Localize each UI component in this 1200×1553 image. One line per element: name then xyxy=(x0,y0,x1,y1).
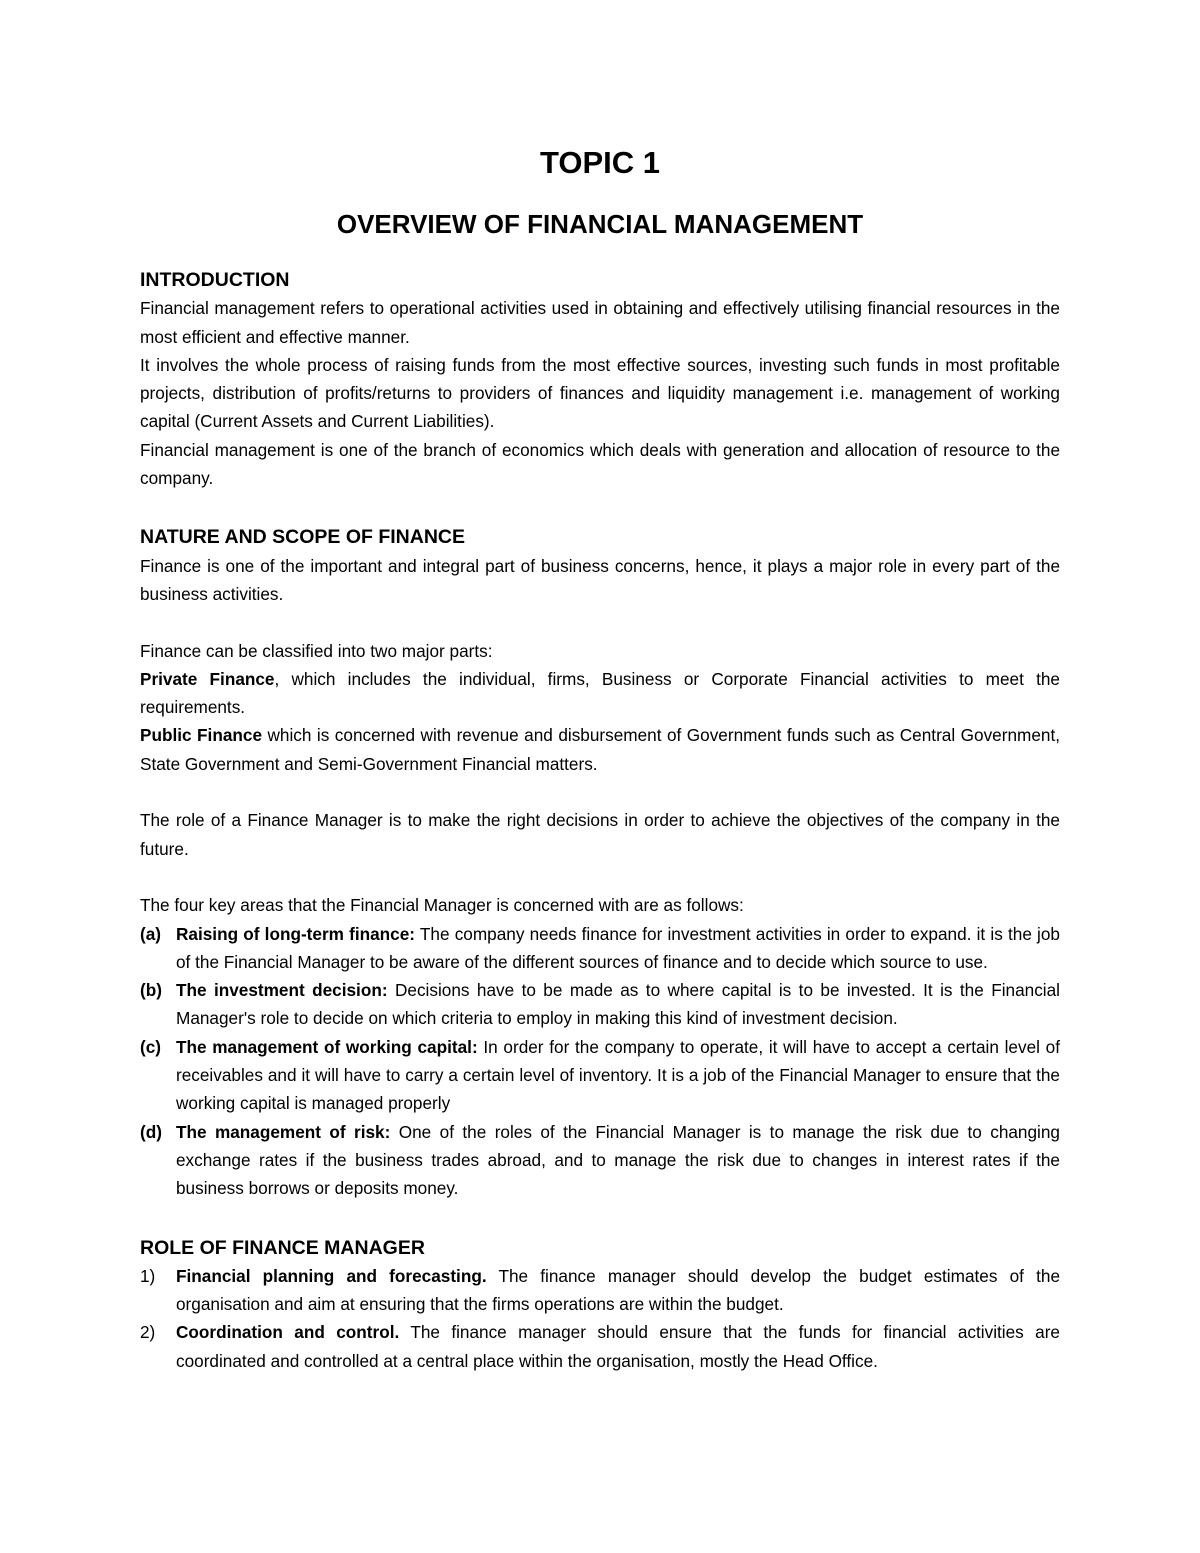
list-item xyxy=(140,976,1060,1033)
list-item-text: One of the roles of the Financial Manager is to manage the risk due to changing exchange rates if the business trades abroad, and to manage the risk due to changes in interest rates if the business borrows or deposits money. xyxy=(176,1121,1060,1199)
public-finance-text: which is concerned with revenue and disbursement of Government funds such as Central Government, State Government and Semi-Government Financial matters. xyxy=(140,725,1060,774)
finance-manager-role-text: The role of a Finance Manager is to make the right decisions in order to achieve the objectives of the company in the future. xyxy=(140,810,1060,859)
list-item xyxy=(140,1118,1060,1203)
nature-scope-section xyxy=(140,523,1060,1202)
list-item xyxy=(140,1033,1060,1118)
public-finance-paragraph xyxy=(140,721,1060,778)
list-item-text: Decisions have to be made as to where capital is to be invested. It is the Financial Manager's role to decide on which criteria to employ in making this kind of investment decision. xyxy=(176,980,1060,1029)
private-finance-paragraph xyxy=(140,665,1060,722)
private-finance-term: Private Finance xyxy=(140,668,275,689)
role-list xyxy=(140,1262,1060,1375)
public-finance-term: Public Finance xyxy=(140,725,262,746)
list-marker: (a) xyxy=(140,923,162,944)
list-item-text: The company needs finance for investment activities in order to expand. it is the job of the Financial Manager to be aware of the different sources of finance and to decide which source to use. xyxy=(176,923,1060,972)
list-item xyxy=(140,1318,1060,1375)
list-marker: 2) xyxy=(140,1322,156,1343)
document-title: OVERVIEW OF FINANCIAL MANAGEMENT xyxy=(336,209,864,239)
list-item-term: The management of risk: xyxy=(176,1121,391,1142)
key-areas-list xyxy=(140,920,1060,1203)
list-item xyxy=(140,920,1060,977)
classification-intro: Finance can be classified into two major parts: xyxy=(140,640,493,661)
document-body xyxy=(140,266,1060,1375)
list-item-term: The investment decision: xyxy=(176,980,388,1001)
list-item xyxy=(140,1262,1060,1319)
list-marker: (c) xyxy=(140,1036,162,1057)
introduction-heading: INTRODUCTION xyxy=(140,269,290,291)
list-item-text: The finance manager should ensure that the funds for financial activities are coordinated and controlled at a central place within the organisation, mostly the Head Office. xyxy=(176,1322,1060,1371)
introduction-paragraph: It involves the whole process of raising funds from the most effective sources, investing such funds in most profitable projects, distribution of profits/returns to providers of finances and liquidity management i.e. management of working capital (Current Assets and Current Liabilities). xyxy=(140,354,1060,432)
key-areas-intro: The four key areas that the Financial Manager is concerned with are as follows: xyxy=(140,895,744,916)
introduction-paragraph: Financial management is one of the branch of economics which deals with generation and allocation of resource to the company. xyxy=(140,439,1060,489)
list-item-term: The management of working capital: xyxy=(176,1036,478,1057)
nature-scope-heading: NATURE AND SCOPE OF FINANCE xyxy=(140,526,466,549)
list-marker: (b) xyxy=(140,980,162,1001)
list-item-text: The finance manager should develop the budget estimates of the organisation and aim at ensuring that the firms operations are within the budget. xyxy=(176,1265,1060,1315)
list-item-text: In order for the company to operate, it will have to accept a certain level of receivables and it will have to carry a certain level of inventory. It is a job of the Financial Manager to ensure that the working capital is managed properly xyxy=(176,1036,1060,1114)
introduction-section xyxy=(140,266,1060,492)
list-item-term: Coordination and control. xyxy=(176,1322,400,1343)
introduction-paragraph: Financial management refers to operational activities used in obtaining and effectively utilising financial resources in the most efficient and effective manner. xyxy=(140,298,1060,347)
list-item-term: Financial planning and forecasting. xyxy=(176,1265,487,1286)
list-marker: (d) xyxy=(140,1121,162,1142)
role-of-finance-manager-heading: ROLE OF FINANCE MANAGER xyxy=(140,1236,425,1259)
list-marker: 1) xyxy=(140,1265,156,1286)
private-finance-text: , which includes the individual, firms, Business or Corporate Financial activities to meet the requirements. xyxy=(140,668,1060,718)
nature-scope-intro: Finance is one of the important and integral part of business concerns, hence, it plays a major role in every part of the business activities. xyxy=(140,555,1060,604)
role-of-finance-manager-section xyxy=(140,1234,1060,1375)
list-item-term: Raising of long-term finance: xyxy=(176,923,416,944)
topic-number: TOPIC 1 xyxy=(539,145,661,180)
